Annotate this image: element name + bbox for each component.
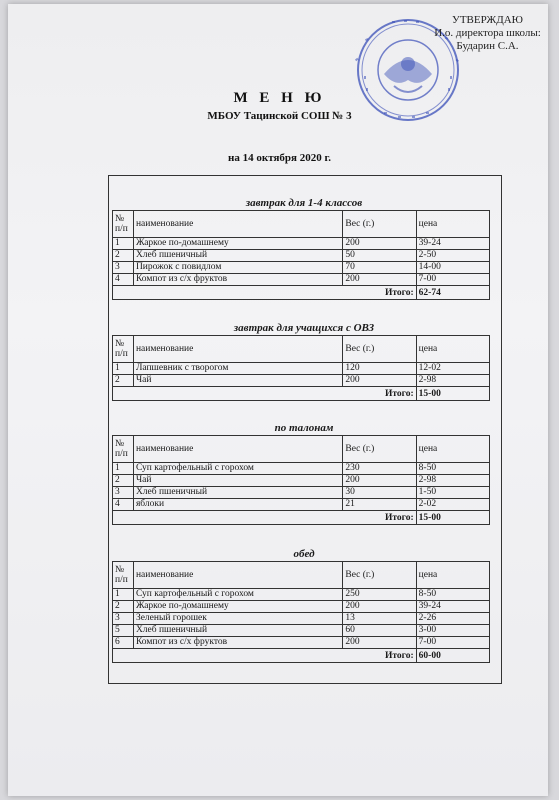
- item-name: Компот из с/х фруктов: [133, 637, 342, 649]
- header-number: № п/п: [113, 211, 134, 238]
- total-label: Итого:: [113, 649, 417, 663]
- item-price: 2-26: [416, 613, 489, 625]
- table-row: [113, 625, 490, 637]
- item-price: 39-24: [416, 238, 489, 250]
- item-number: 1: [113, 238, 134, 250]
- table-row: [113, 250, 490, 262]
- item-number: 2: [113, 250, 134, 262]
- item-price: 39-24: [416, 601, 489, 613]
- item-name: Чай: [133, 375, 342, 387]
- item-price: 3-00: [416, 625, 489, 637]
- header-number: № п/п: [113, 436, 134, 463]
- header-number: № п/п: [113, 336, 134, 363]
- item-price: 2-02: [416, 499, 489, 511]
- item-price: 8-50: [416, 589, 489, 601]
- page-title: М Е Н Ю: [233, 90, 326, 106]
- total-value: 15-00: [416, 511, 489, 525]
- item-name: Хлеб пшеничный: [133, 625, 342, 637]
- total-row: [113, 286, 490, 300]
- item-price: 7-00: [416, 637, 489, 649]
- table-row: [113, 363, 490, 375]
- item-number: 3: [113, 262, 134, 274]
- total-row: [113, 387, 490, 401]
- item-number: 5: [113, 625, 134, 637]
- total-value: 60-00: [416, 649, 489, 663]
- menu-table: [112, 561, 490, 663]
- item-price: 2-50: [416, 250, 489, 262]
- header-name: наименование: [133, 336, 342, 363]
- item-price: 8-50: [416, 463, 489, 475]
- item-number: 4: [113, 499, 134, 511]
- item-weight: 70: [343, 262, 416, 274]
- table-row: [113, 487, 490, 499]
- item-weight: 21: [343, 499, 416, 511]
- item-weight: 60: [343, 625, 416, 637]
- item-number: 2: [113, 375, 134, 387]
- header-weight: Вес (г.): [343, 336, 416, 363]
- approval-line-1: УТВЕРЖДАЮ: [452, 14, 523, 26]
- item-price: 12-02: [416, 363, 489, 375]
- table-row: [113, 589, 490, 601]
- total-value: 62-74: [416, 286, 489, 300]
- item-name: Жаркое по-домашнему: [133, 601, 342, 613]
- item-number: 4: [113, 274, 134, 286]
- item-number: 2: [113, 601, 134, 613]
- item-price: 2-98: [416, 475, 489, 487]
- section-title: по талонам: [274, 422, 334, 434]
- item-number: 1: [113, 363, 134, 375]
- table-header-row: [113, 211, 490, 238]
- item-price: 1-50: [416, 487, 489, 499]
- item-weight: 200: [343, 601, 416, 613]
- item-name: Хлеб пшеничный: [133, 250, 342, 262]
- table-header-row: [113, 562, 490, 589]
- item-weight: 120: [343, 363, 416, 375]
- header-weight: Вес (г.): [343, 436, 416, 463]
- table-row: [113, 238, 490, 250]
- item-weight: 250: [343, 589, 416, 601]
- table-row: [113, 463, 490, 475]
- item-name: Суп картофельный с горохом: [133, 589, 342, 601]
- menu-date: на 14 октября 2020 г.: [228, 152, 331, 164]
- approval-block: [430, 14, 545, 53]
- table-row: [113, 601, 490, 613]
- item-name: Компот из с/х фруктов: [133, 274, 342, 286]
- table-header-row: [113, 336, 490, 363]
- item-name: яблоки: [133, 499, 342, 511]
- item-weight: 30: [343, 487, 416, 499]
- table-row: [113, 637, 490, 649]
- item-number: 1: [113, 463, 134, 475]
- item-weight: 230: [343, 463, 416, 475]
- header-price: цена: [416, 436, 489, 463]
- school-name: МБОУ Тацинской СОШ № 3: [207, 110, 352, 122]
- table-row: [113, 475, 490, 487]
- header-price: цена: [416, 562, 489, 589]
- item-name: Чай: [133, 475, 342, 487]
- header-weight: Вес (г.): [343, 211, 416, 238]
- menu-table: [112, 435, 490, 525]
- total-row: [113, 511, 490, 525]
- header-name: наименование: [133, 562, 342, 589]
- table-row: [113, 274, 490, 286]
- table-row: [113, 613, 490, 625]
- header-price: цена: [416, 211, 489, 238]
- item-weight: 200: [343, 375, 416, 387]
- item-number: 6: [113, 637, 134, 649]
- item-weight: 50: [343, 250, 416, 262]
- item-price: 14-00: [416, 262, 489, 274]
- total-row: [113, 649, 490, 663]
- table-row: [113, 499, 490, 511]
- section-title: обед: [293, 548, 315, 560]
- item-weight: 200: [343, 238, 416, 250]
- item-weight: 13: [343, 613, 416, 625]
- approval-line-2: И.о. директора школы:: [434, 27, 541, 39]
- table-header-row: [113, 436, 490, 463]
- menu-table: [112, 335, 490, 401]
- approval-line-3: Бударин С.А.: [456, 40, 519, 52]
- item-number: 3: [113, 613, 134, 625]
- table-row: [113, 375, 490, 387]
- header-name: наименование: [133, 436, 342, 463]
- item-name: Суп картофельный с горохом: [133, 463, 342, 475]
- item-name: Пирожок с повидлом: [133, 262, 342, 274]
- header-weight: Вес (г.): [343, 562, 416, 589]
- item-name: Жаркое по-домашнему: [133, 238, 342, 250]
- menu-table: [112, 210, 490, 300]
- header-price: цена: [416, 336, 489, 363]
- header-number: № п/п: [113, 562, 134, 589]
- item-weight: 200: [343, 637, 416, 649]
- item-weight: 200: [343, 274, 416, 286]
- header-name: наименование: [133, 211, 342, 238]
- section-title: завтрак для учащихся с ОВЗ: [233, 322, 375, 334]
- item-number: 1: [113, 589, 134, 601]
- section-title: завтрак для 1-4 классов: [245, 197, 363, 209]
- total-value: 15-00: [416, 387, 489, 401]
- total-label: Итого:: [113, 286, 417, 300]
- item-name: Лапшевник с творогом: [133, 363, 342, 375]
- item-name: Зеленый горошек: [133, 613, 342, 625]
- item-number: 2: [113, 475, 134, 487]
- item-price: 7-00: [416, 274, 489, 286]
- item-weight: 200: [343, 475, 416, 487]
- item-name: Хлеб пшеничный: [133, 487, 342, 499]
- item-price: 2-98: [416, 375, 489, 387]
- total-label: Итого:: [113, 511, 417, 525]
- item-number: 3: [113, 487, 134, 499]
- total-label: Итого:: [113, 387, 417, 401]
- table-row: [113, 262, 490, 274]
